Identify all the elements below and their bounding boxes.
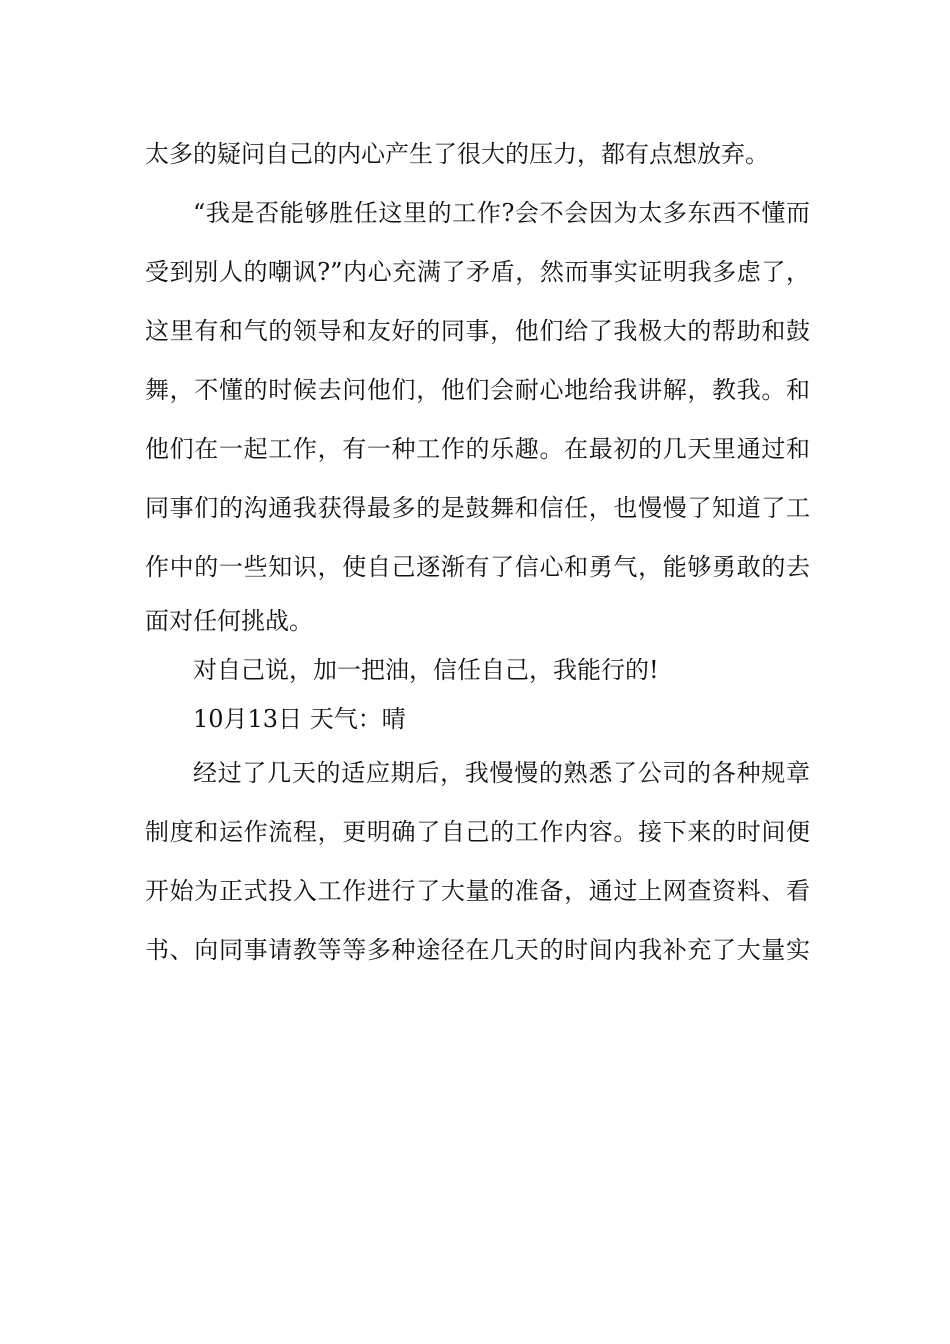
text-line-5: 舞，不懂的时候去问他们，他们会耐心地给我讲解，教我。和 (145, 376, 810, 404)
date-weather-line: 10月13日 天气：晴 (193, 705, 406, 733)
text-line-2: “我是否能够胜任这里的工作?会不会因为太多东西不懂而 (193, 199, 810, 227)
text-line-6: 他们在一起工作，有一种工作的乐趣。在最初的几天里通过和 (145, 435, 810, 463)
text-line-3: 受到别人的嘲讽?”内心充满了矛盾，然而事实证明我多虑了， (145, 258, 810, 286)
text-line-13: 制度和运作流程，更明确了自己的工作内容。接下来的时间便 (145, 818, 810, 846)
text-line-4: 这里有和气的领导和友好的同事，他们给了我极大的帮助和鼓 (145, 317, 810, 345)
text-line-8: 作中的一些知识，使自己逐渐有了信心和勇气，能够勇敢的去 (145, 553, 810, 581)
text-line-14: 开始为正式投入工作进行了大量的准备，通过上网查资料、看 (145, 877, 810, 905)
text-line-12: 经过了几天的适应期后，我慢慢的熟悉了公司的各种规章 (193, 759, 810, 787)
text-line-9: 面对任何挑战。 (145, 607, 313, 635)
document-body (145, 125, 810, 980)
text-line-7: 同事们的沟通我获得最多的是鼓舞和信任，也慢慢了知道了工 (145, 494, 810, 522)
text-line-15: 书、向同事请教等等多种途径在几天的时间内我补充了大量实 (145, 936, 810, 964)
text-line-1: 太多的疑问自己的内心产生了很大的压力，都有点想放弃。 (145, 140, 769, 168)
text-line-10: 对自己说，加一把油，信任自己，我能行的! (193, 656, 659, 684)
